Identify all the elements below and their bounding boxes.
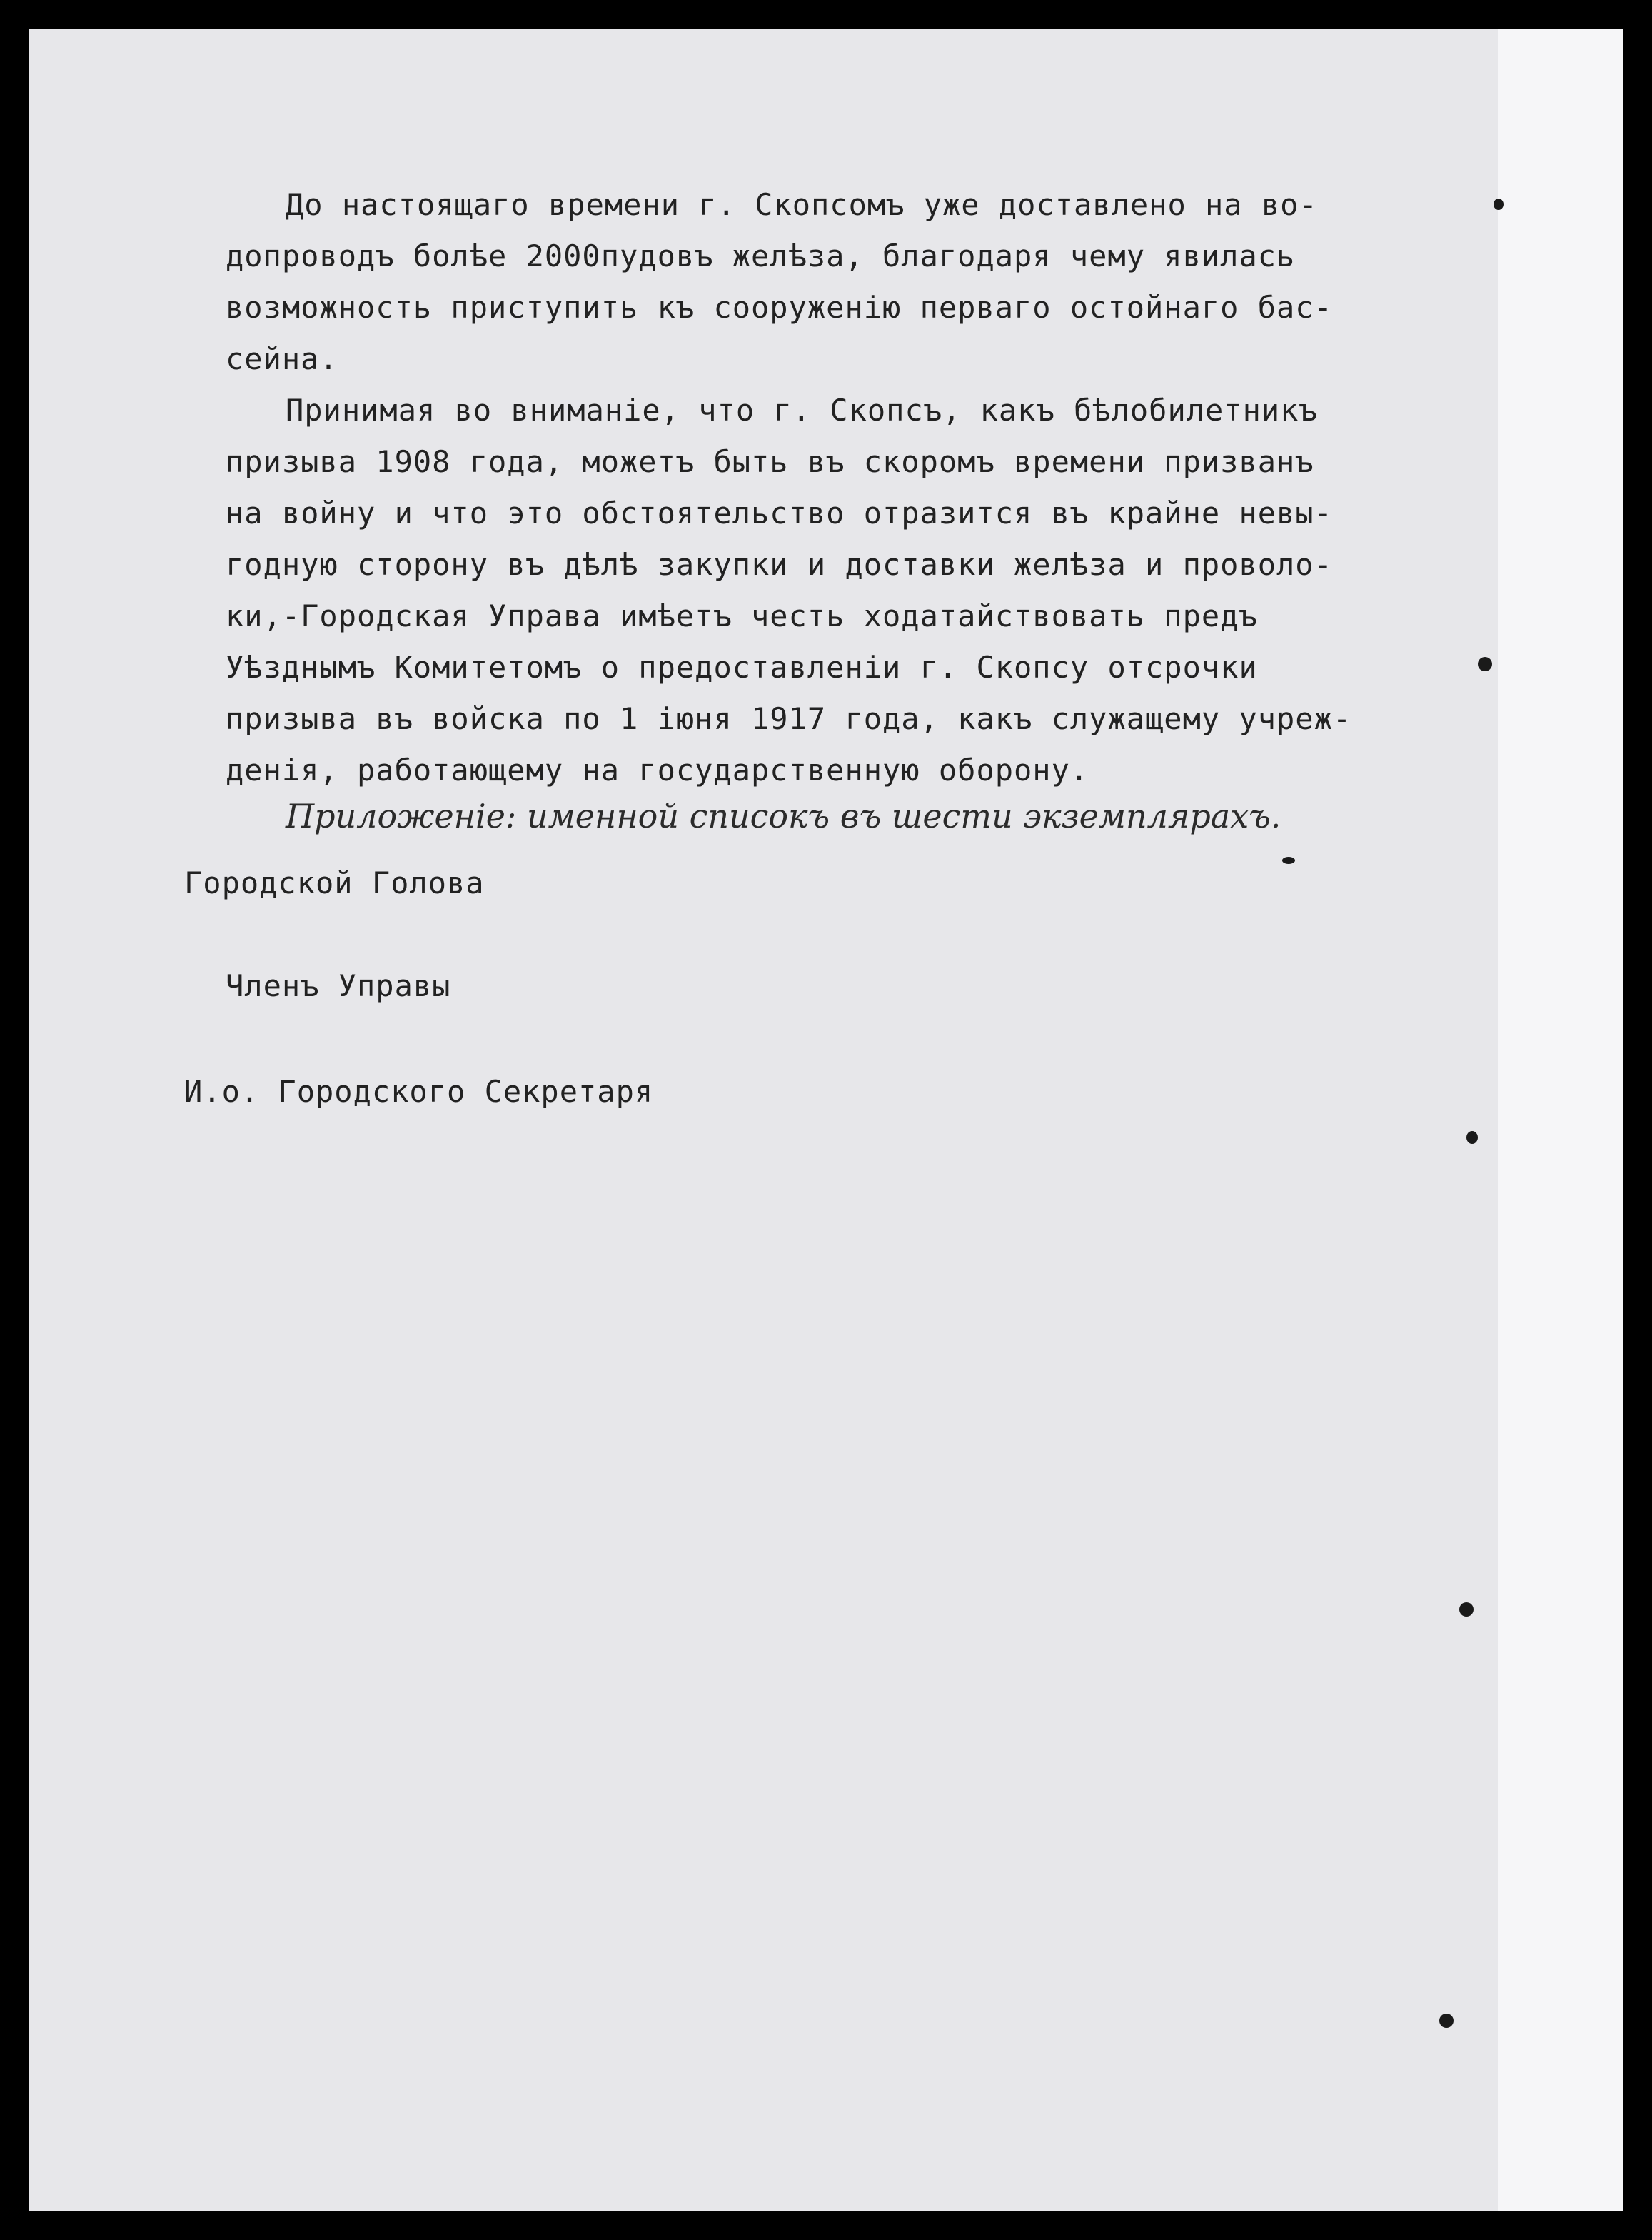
paragraph2-line-1: Принимая во вниманіе, что г. Скопсъ, какъ бѣлобилетникъ [286, 393, 1318, 428]
handwritten-attachment-note: Приложеніе: именной списокъ въ шести экземплярахъ. [286, 797, 1281, 835]
paragraph1-line-4: сейна. [226, 341, 338, 376]
paragraph2-line-6: Уѣзднымъ Комитетомъ о предоставленіи г. Скопсу отсрочки [226, 650, 1258, 685]
paragraph2-line-7: призыва въ войска по 1 іюня 1917 года, какъ служащему учреж- [226, 701, 1352, 736]
signature-board-member: Членъ Управы [226, 968, 451, 1003]
page-edge [1498, 29, 1623, 2211]
signature-mayor: Городской Голова [184, 865, 485, 900]
paragraph1-line-3: возможность приступить къ сооруженію перваго остойнаго бас- [226, 290, 1333, 325]
signature-secretary: И.о. Городского Секретаря [184, 1074, 654, 1109]
paragraph2-line-2: призыва 1908 года, можетъ быть въ скоромъ времени призванъ [226, 444, 1314, 479]
document-page [29, 29, 1623, 2211]
ink-mark [1282, 857, 1295, 864]
punch-mark-3 [1466, 1131, 1478, 1144]
punch-mark-1 [1494, 199, 1504, 210]
paragraph2-line-5: ки,-Городская Управа имѣетъ честь ходатайствовать предъ [226, 598, 1258, 633]
punch-mark-2 [1478, 657, 1492, 671]
paragraph1-line-2: допроводъ болѣе 2000пудовъ желѣза, благодаря чему явилась [226, 238, 1296, 273]
paragraph2-line-3: на войну и что это обстоятельство отразится въ крайне невы- [226, 496, 1333, 531]
punch-mark-4 [1459, 1602, 1474, 1617]
paragraph2-line-8: денія, работающему на государственную оборону. [226, 753, 1089, 788]
punch-mark-5 [1439, 2014, 1454, 2028]
paragraph2-line-4: годную сторону въ дѣлѣ закупки и доставки желѣза и проволо- [226, 547, 1333, 582]
paragraph1-line-1: До настоящаго времени г. Скопсомъ уже доставлено на во- [286, 187, 1318, 222]
